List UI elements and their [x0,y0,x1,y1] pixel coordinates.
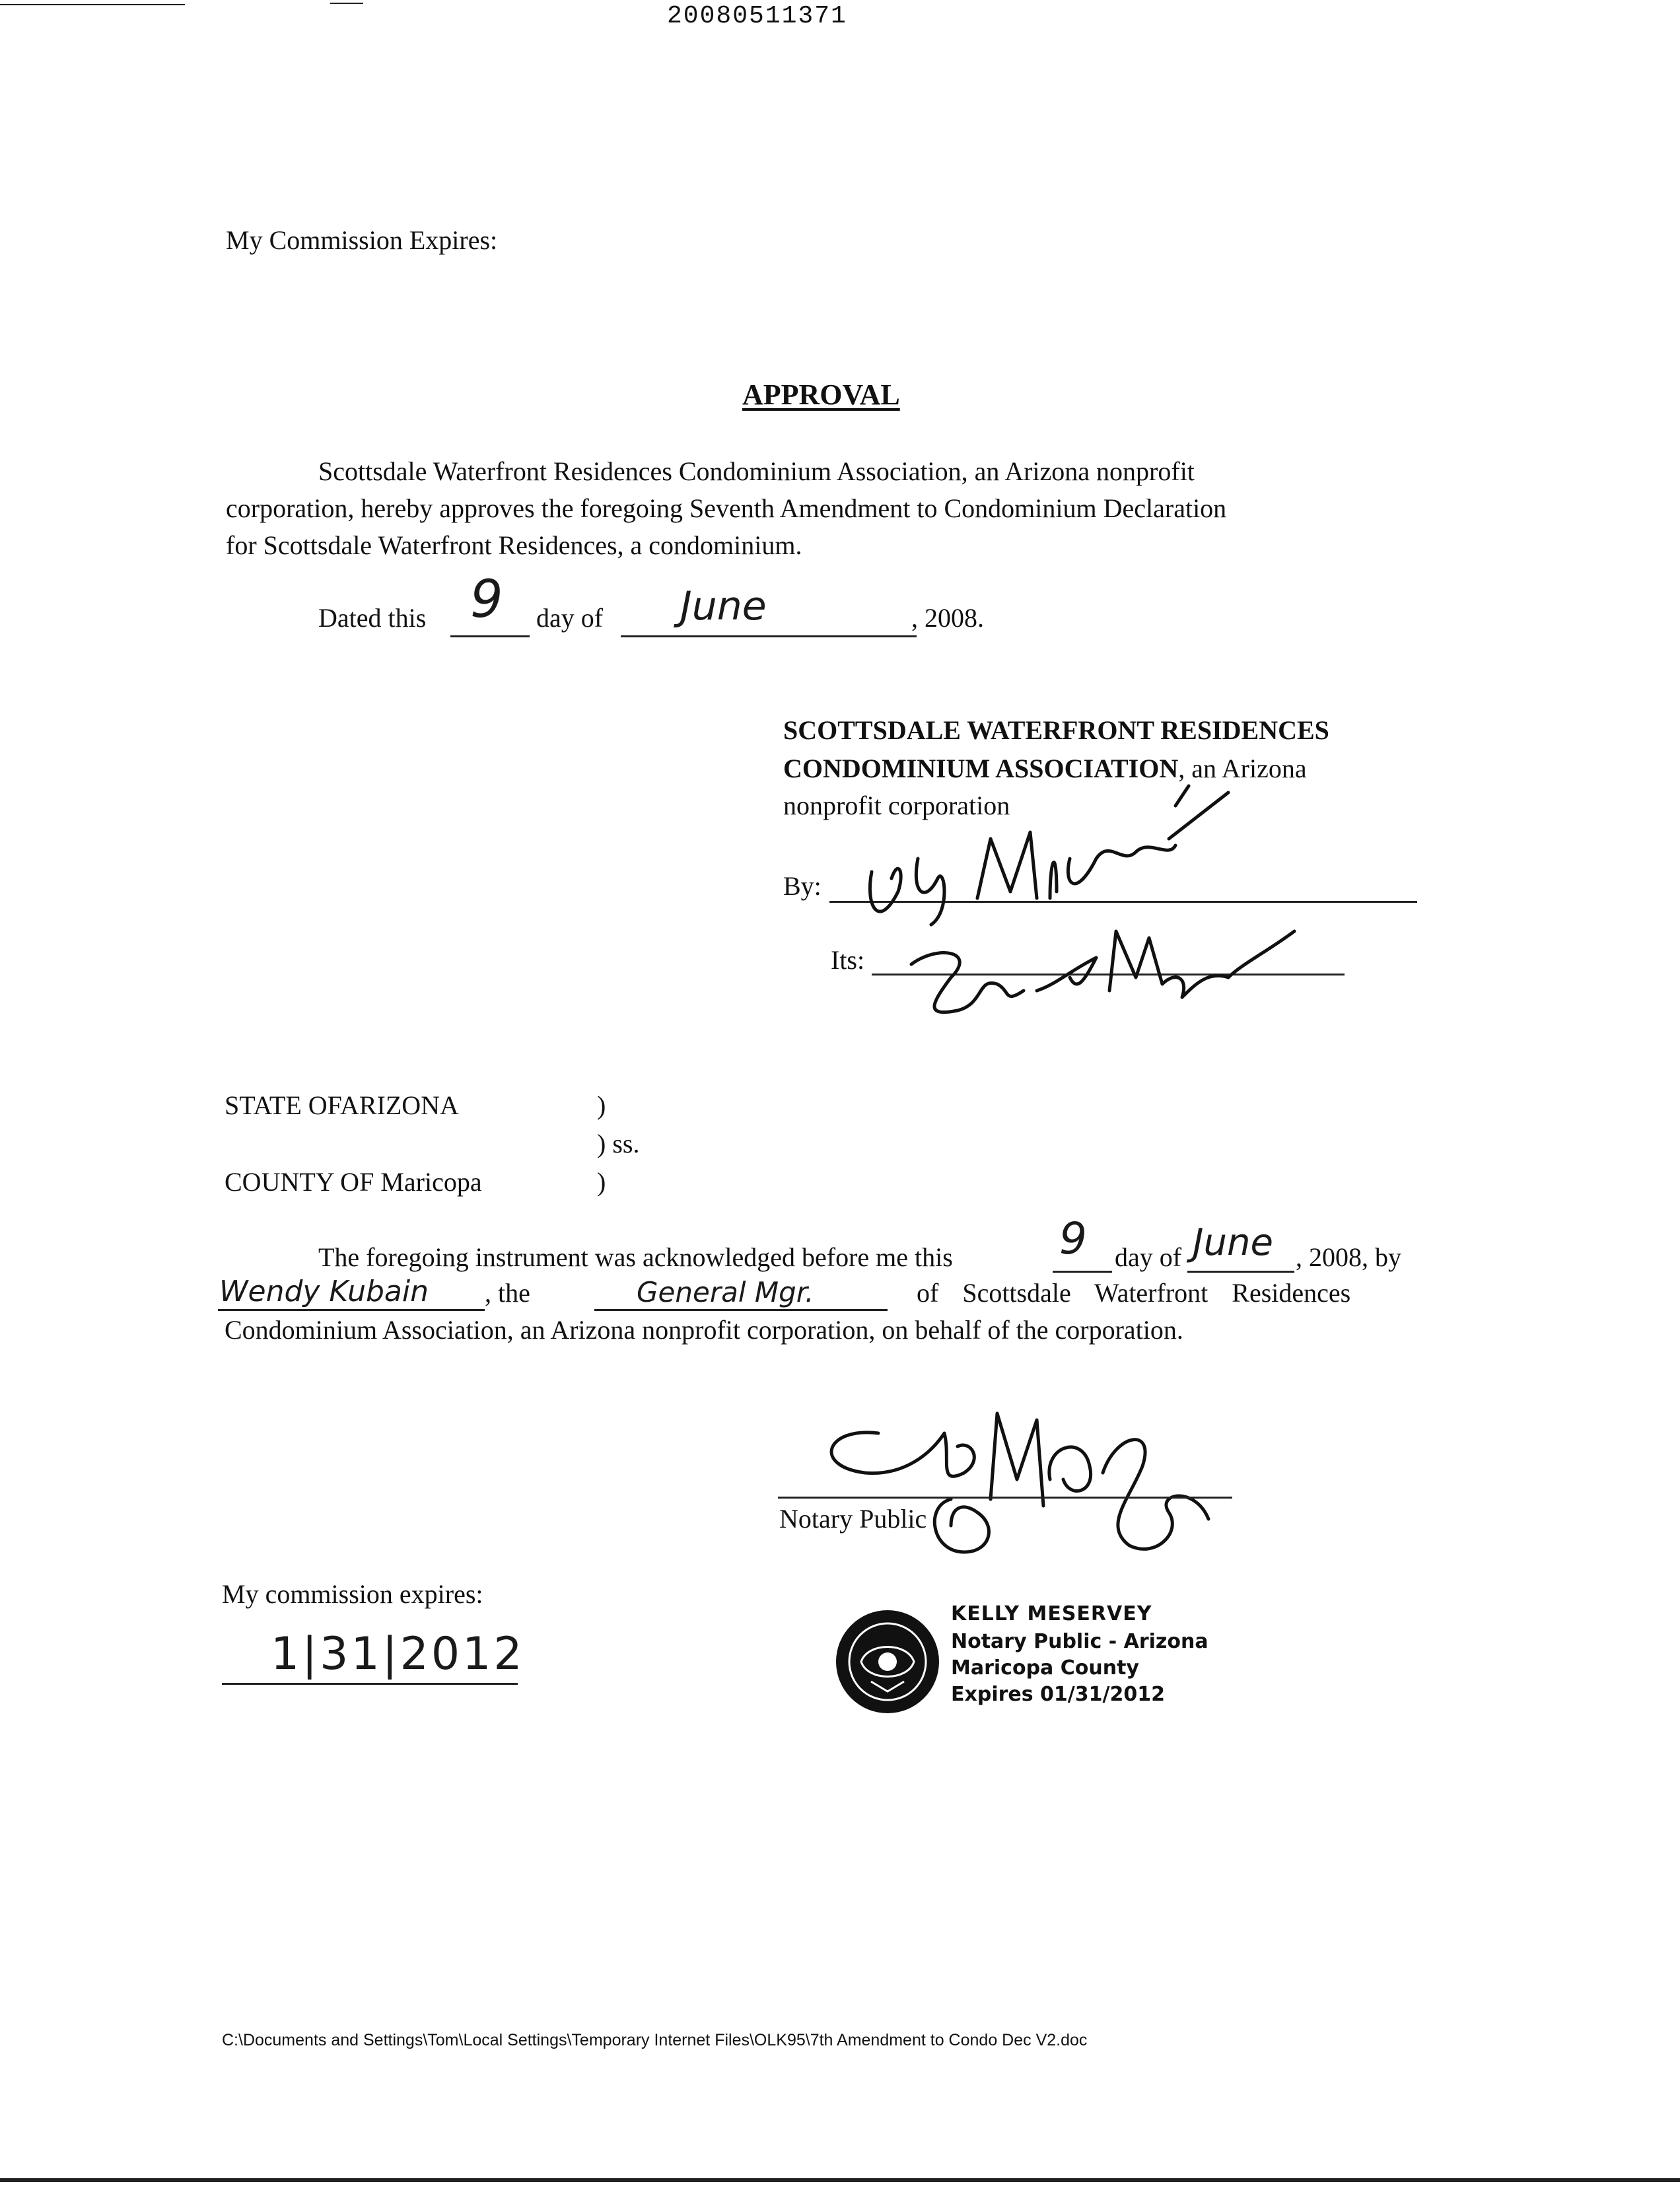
ack-line1-prefix: The foregoing instrument was acknowledged before me this [318,1242,953,1272]
org-name-line2-bold: CONDOMINIUM ASSOCIATION [783,754,1179,783]
approval-paragraph-line2: corporation, hereby approves the foregoing Seventh Amendment to Condominium Declaration [226,493,1227,523]
ack-line1-mid: day of [1115,1242,1182,1272]
dated-day-handwritten: 9 [470,570,503,629]
seal-notary-name: KELLY MESERVEY [951,1602,1152,1625]
by-label: By: [783,871,822,901]
dated-middle: day of [536,603,604,633]
ack-line1-suffix: , 2008, by [1296,1242,1401,1272]
approval-heading: APPROVAL [742,378,900,411]
seal-expires: Expires 01/31/2012 [951,1683,1165,1706]
org-name-line1: SCOTTSDALE WATERFRONT RESIDENCES [783,715,1329,745]
commission-expiry-date-handwritten: 1|31|2012 [271,1628,525,1680]
ack-month-blank [1187,1271,1294,1273]
its-label: Its: [831,945,865,975]
ack-name-handwritten: Wendy Kubain [219,1275,429,1308]
ack-day-handwritten: 9 [1059,1213,1087,1264]
dated-month-blank [621,635,917,637]
ack-month-handwritten: June [1193,1221,1273,1264]
notary-signature-line [778,1497,1232,1499]
dated-month-handwritten: June [680,583,767,629]
footer-file-path: C:\Documents and Settings\Tom\Local Settings\Temporary Internet Files\OLK95\7th Amendment to Condo Dec V2.doc [222,2031,1088,2049]
top-scan-mark-small [330,3,363,4]
org-name-line3: nonprofit corporation [783,791,1010,820]
notary-seal-emblem [835,1609,940,1715]
notary-signature [799,1394,1222,1565]
dated-prefix: Dated this [318,603,427,633]
approval-paragraph-line1: Scottsdale Waterfront Residences Condominium Association, an Arizona nonprofit [318,456,1195,486]
notary-public-label: Notary Public [779,1504,927,1534]
org-name-line2-suffix: , an Arizona [1178,754,1307,783]
ack-line3: Condominium Association, an Arizona nonprofit corporation, on behalf of the corporation. [225,1315,1183,1345]
dated-year: , 2008. [911,603,984,633]
bottom-scan-edge [0,2178,1680,2182]
its-signature [898,905,1308,1030]
document-number: 20080511371 [667,2,847,30]
commission-expires-top: My Commission Expires: [226,225,498,255]
ack-of-org: of Scottsdale Waterfront Residences [917,1278,1351,1308]
seal-county: Maricopa County [951,1656,1139,1680]
dated-day-blank [450,635,530,637]
approval-paragraph-line3: for Scottsdale Waterfront Residences, a condominium. [226,530,802,560]
state-label: STATE OFARIZONA [225,1090,459,1120]
commission-expires-bottom: My commission expires: [222,1579,483,1609]
ack-title-blank [594,1309,888,1311]
county-label: COUNTY OF Maricopa [225,1167,482,1197]
ack-the: , the [485,1278,530,1308]
venue-paren-1: ) [597,1090,606,1120]
venue-ss: ) ss. [597,1129,640,1158]
ack-day-blank [1053,1271,1112,1273]
top-scan-mark [0,4,185,5]
ack-title-handwritten: General Mgr. [637,1276,814,1308]
venue-paren-2: ) [597,1167,606,1197]
commission-expiry-line [222,1683,518,1685]
seal-notary-title: Notary Public - Arizona [951,1630,1208,1653]
